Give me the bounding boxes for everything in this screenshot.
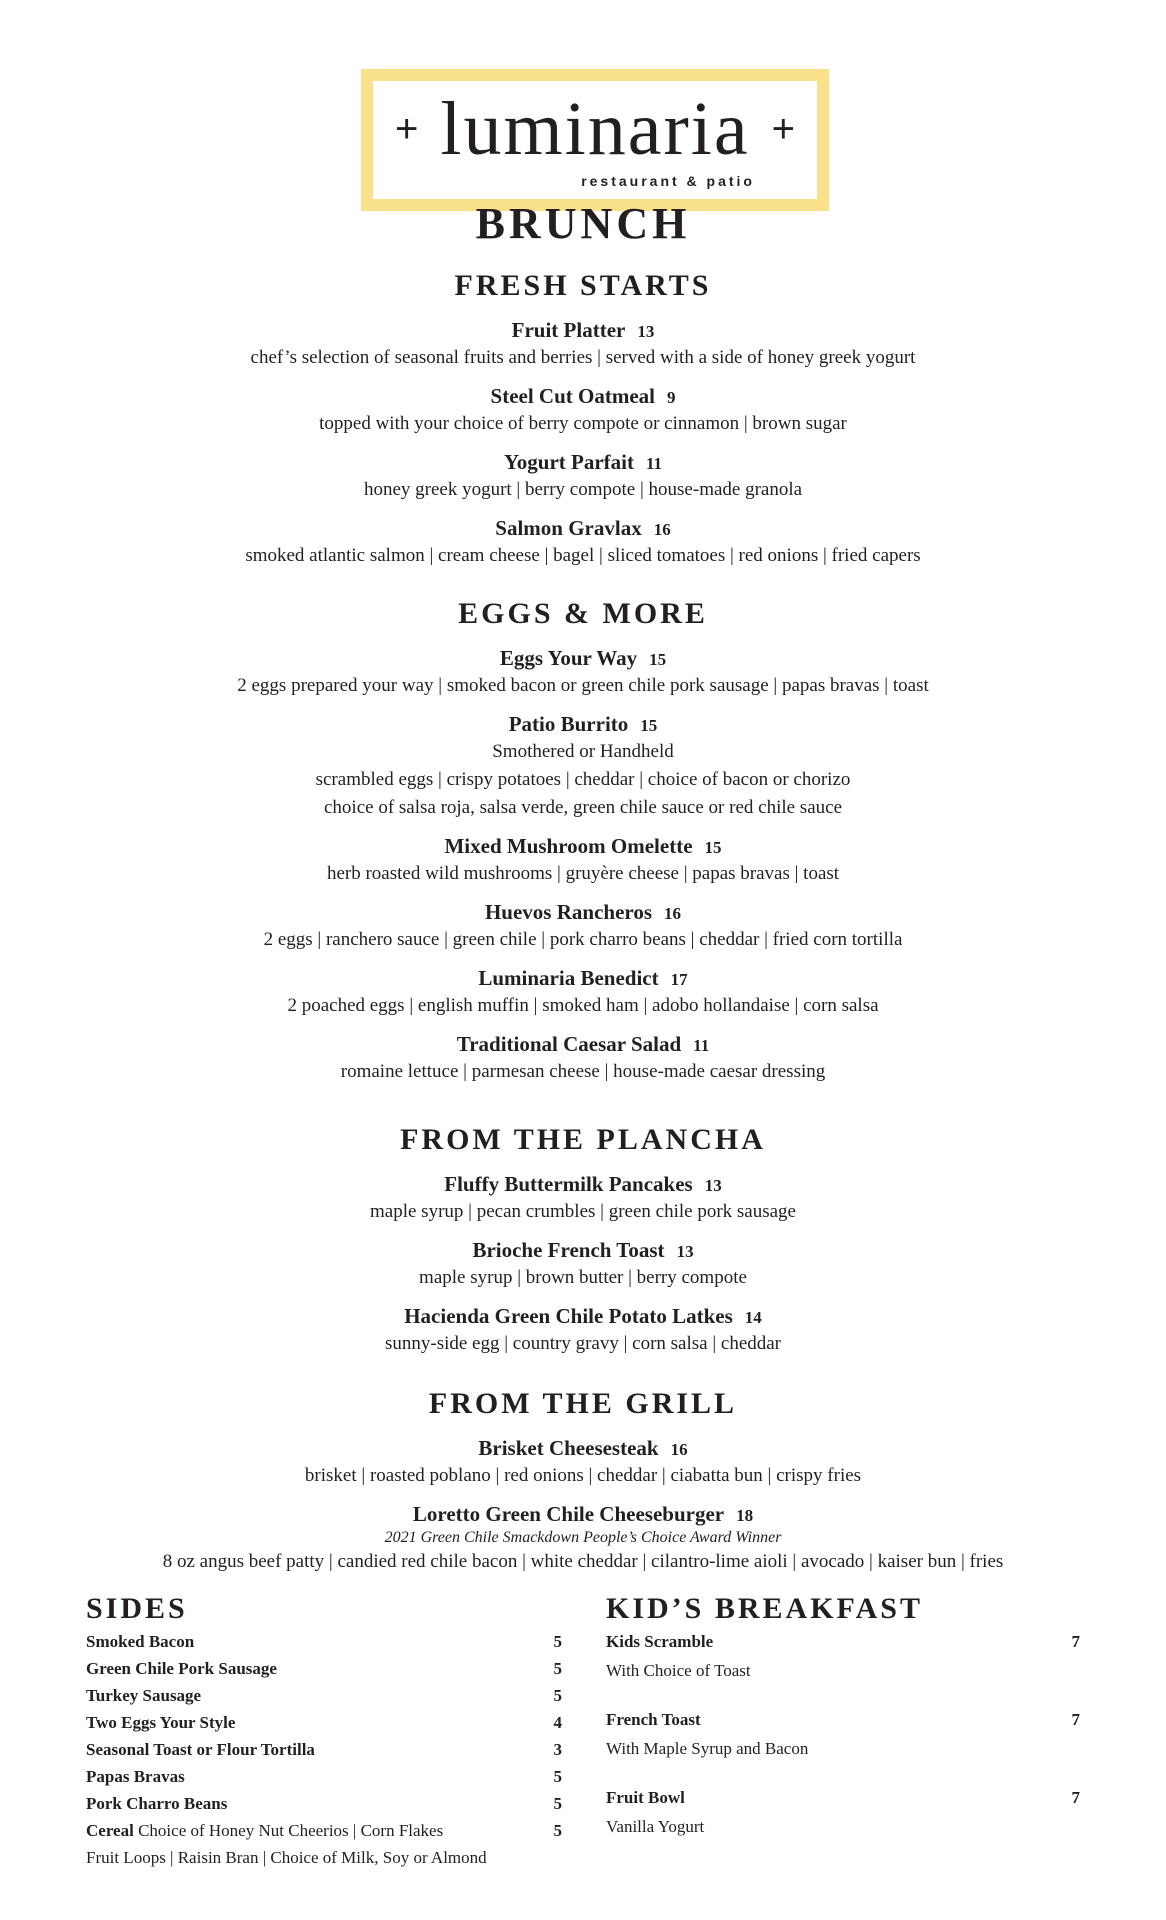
item-description: 2 eggs | ranchero sauce | green chile | pork charro beans | cheddar | fried corn tortilla <box>263 929 903 950</box>
item-description: topped with your choice of berry compote or cinnamon | brown sugar <box>319 413 847 434</box>
item-name: Patio Burrito <box>508 712 629 736</box>
section-heading: FROM THE PLANCHA <box>400 1123 766 1156</box>
item-name: Traditional Caesar Salad <box>456 1032 682 1056</box>
item-price: 13 <box>676 1242 694 1261</box>
item-name: Yogurt Parfait <box>503 450 634 474</box>
item-name: Fruit Platter <box>511 318 626 342</box>
menu-item <box>0 448 1166 504</box>
side-name: Turkey Sausage <box>86 1686 202 1705</box>
kids-heading: KID’S BREAKFAST <box>606 1592 923 1625</box>
section-from-the-grill <box>0 1384 1166 1576</box>
item-price: 13 <box>637 322 655 341</box>
section-eggs-and-more <box>0 594 1166 1086</box>
menu-item <box>0 1170 1166 1226</box>
side-item <box>86 1709 562 1736</box>
item-name: Huevos Rancheros <box>484 900 653 924</box>
item-price: 15 <box>649 650 667 669</box>
side-price: 5 <box>553 1632 562 1651</box>
item-description: scrambled eggs | crispy potatoes | cheddar | choice of bacon or chorizo <box>315 769 851 790</box>
item-name: Salmon Gravlax <box>495 516 642 540</box>
menu-title: BRUNCH <box>475 199 691 248</box>
side-item <box>86 1763 562 1790</box>
kids-item-name: French Toast <box>606 1710 701 1729</box>
kids-item-price: 7 <box>1071 1788 1080 1807</box>
kids-item-description: Vanilla Yogurt <box>606 1817 705 1836</box>
logo-tagline: restaurant & patio <box>581 173 755 189</box>
cross-ornament-icon: + <box>395 107 419 151</box>
side-description: Fruit Loops | Raisin Bran | Choice of Milk, Soy or Almond <box>86 1848 487 1867</box>
side-name: Seasonal Toast or Flour Tortilla <box>86 1740 315 1759</box>
side-price: 5 <box>553 1659 562 1678</box>
item-price: 16 <box>670 1440 688 1459</box>
section-from-the-plancha <box>0 1120 1166 1358</box>
restaurant-logo <box>361 69 829 211</box>
item-description: herb roasted wild mushrooms | gruyère cheese | papas bravas | toast <box>326 863 840 884</box>
item-price: 16 <box>653 520 671 539</box>
section-fresh-starts <box>0 266 1166 570</box>
item-description: chef’s selection of seasonal fruits and berries | served with a side of honey greek yogurt <box>250 347 916 368</box>
side-name: Papas Bravas <box>86 1767 185 1786</box>
side-price: 5 <box>553 1794 562 1813</box>
menu-item <box>0 710 1166 822</box>
item-description: brisket | roasted poblano | red onions | cheddar | ciabatta bun | crispy fries <box>304 1465 862 1486</box>
sides-section <box>86 1590 562 1871</box>
item-price: 18 <box>736 1506 754 1525</box>
item-price: 13 <box>704 1176 722 1195</box>
section-heading: FRESH STARTS <box>454 269 712 302</box>
menu-item <box>0 898 1166 954</box>
item-price: 15 <box>704 838 722 857</box>
side-item <box>86 1655 562 1682</box>
kids-item-name: Kids Scramble <box>606 1632 714 1651</box>
item-description: Smothered or Handheld <box>492 741 674 762</box>
item-price: 17 <box>670 970 688 989</box>
kids-item-description: With Choice of Toast <box>606 1661 751 1680</box>
kids-item <box>606 1706 1080 1764</box>
menu-item <box>0 1434 1166 1490</box>
side-item <box>86 1736 562 1763</box>
side-description: Choice of Honey Nut Cheerios | Corn Flakes <box>138 1821 444 1840</box>
item-name: Fluffy Buttermilk Pancakes <box>444 1172 693 1196</box>
menu-item <box>0 1236 1166 1292</box>
kids-breakfast-section <box>606 1590 1080 1862</box>
menu-item <box>0 514 1166 570</box>
side-item <box>86 1682 562 1709</box>
kids-item-price: 7 <box>1071 1632 1080 1651</box>
side-item-cereal <box>86 1817 562 1844</box>
menu-item <box>0 1500 1166 1576</box>
item-name: Mixed Mushroom Omelette <box>444 834 693 858</box>
side-description-continued <box>86 1844 562 1871</box>
award-note: 2021 Green Chile Smackdown People’s Choice Award Winner <box>384 1529 782 1546</box>
menu-item <box>0 382 1166 438</box>
menu-item <box>0 644 1166 700</box>
item-price: 14 <box>744 1308 762 1327</box>
item-name: Brioche French Toast <box>472 1238 665 1262</box>
menu-item <box>0 1030 1166 1086</box>
item-name: Luminaria Benedict <box>478 966 659 990</box>
side-name: Cereal <box>86 1821 134 1840</box>
side-name: Green Chile Pork Sausage <box>86 1659 277 1678</box>
item-description: smoked atlantic salmon | cream cheese | bagel | sliced tomatoes | red onions | fried capers <box>245 545 921 566</box>
item-name: Brisket Cheesesteak <box>478 1436 659 1460</box>
item-description: honey greek yogurt | berry compote | house-made granola <box>363 479 803 500</box>
side-price: 5 <box>553 1821 562 1840</box>
side-item <box>86 1628 562 1655</box>
item-description: 2 poached eggs | english muffin | smoked ham | adobo hollandaise | corn salsa <box>287 995 879 1016</box>
side-item <box>86 1790 562 1817</box>
kids-item-name: Fruit Bowl <box>606 1788 685 1807</box>
side-price: 4 <box>553 1713 562 1732</box>
item-description: choice of salsa roja, salsa verde, green chile sauce or red chile sauce <box>323 797 843 818</box>
item-name: Loretto Green Chile Cheeseburger <box>412 1502 725 1526</box>
item-price: 11 <box>646 454 663 473</box>
side-price: 5 <box>553 1767 562 1786</box>
sides-heading: SIDES <box>86 1592 188 1625</box>
section-heading: EGGS & MORE <box>458 597 708 630</box>
logo-wordmark: luminaria <box>440 87 750 171</box>
item-description: maple syrup | brown butter | berry compote <box>419 1267 747 1288</box>
menu-item <box>0 1302 1166 1358</box>
kids-item-price: 7 <box>1071 1710 1080 1729</box>
cross-ornament-icon: + <box>771 107 795 151</box>
item-price: 16 <box>664 904 682 923</box>
side-name: Smoked Bacon <box>86 1632 195 1651</box>
section-heading: FROM THE GRILL <box>428 1387 738 1420</box>
item-price: 11 <box>693 1036 710 1055</box>
item-description: sunny-side egg | country gravy | corn salsa | cheddar <box>384 1333 782 1354</box>
item-description: romaine lettuce | parmesan cheese | house-made caesar dressing <box>340 1061 826 1082</box>
kids-item-description: With Maple Syrup and Bacon <box>606 1739 809 1758</box>
item-price: 9 <box>666 388 676 407</box>
item-name: Eggs Your Way <box>499 646 638 670</box>
kids-item <box>606 1784 1080 1842</box>
side-name: Pork Charro Beans <box>86 1794 228 1813</box>
menu-item <box>0 832 1166 888</box>
side-name: Two Eggs Your Style <box>86 1713 236 1732</box>
item-description: 8 oz angus beef patty | candied red chile bacon | white cheddar | cilantro-lime aioli | avocado | kaiser bun | fries <box>162 1551 1004 1572</box>
item-description: maple syrup | pecan crumbles | green chile pork sausage <box>370 1201 796 1222</box>
menu-item <box>0 316 1166 372</box>
side-price: 5 <box>553 1686 562 1705</box>
item-name: Hacienda Green Chile Potato Latkes <box>404 1304 733 1328</box>
item-description: 2 eggs prepared your way | smoked bacon or green chile pork sausage | papas bravas | toast <box>237 675 929 696</box>
side-price: 3 <box>553 1740 562 1759</box>
menu-item <box>0 964 1166 1020</box>
kids-item <box>606 1628 1080 1686</box>
item-price: 15 <box>640 716 658 735</box>
item-name: Steel Cut Oatmeal <box>490 384 655 408</box>
